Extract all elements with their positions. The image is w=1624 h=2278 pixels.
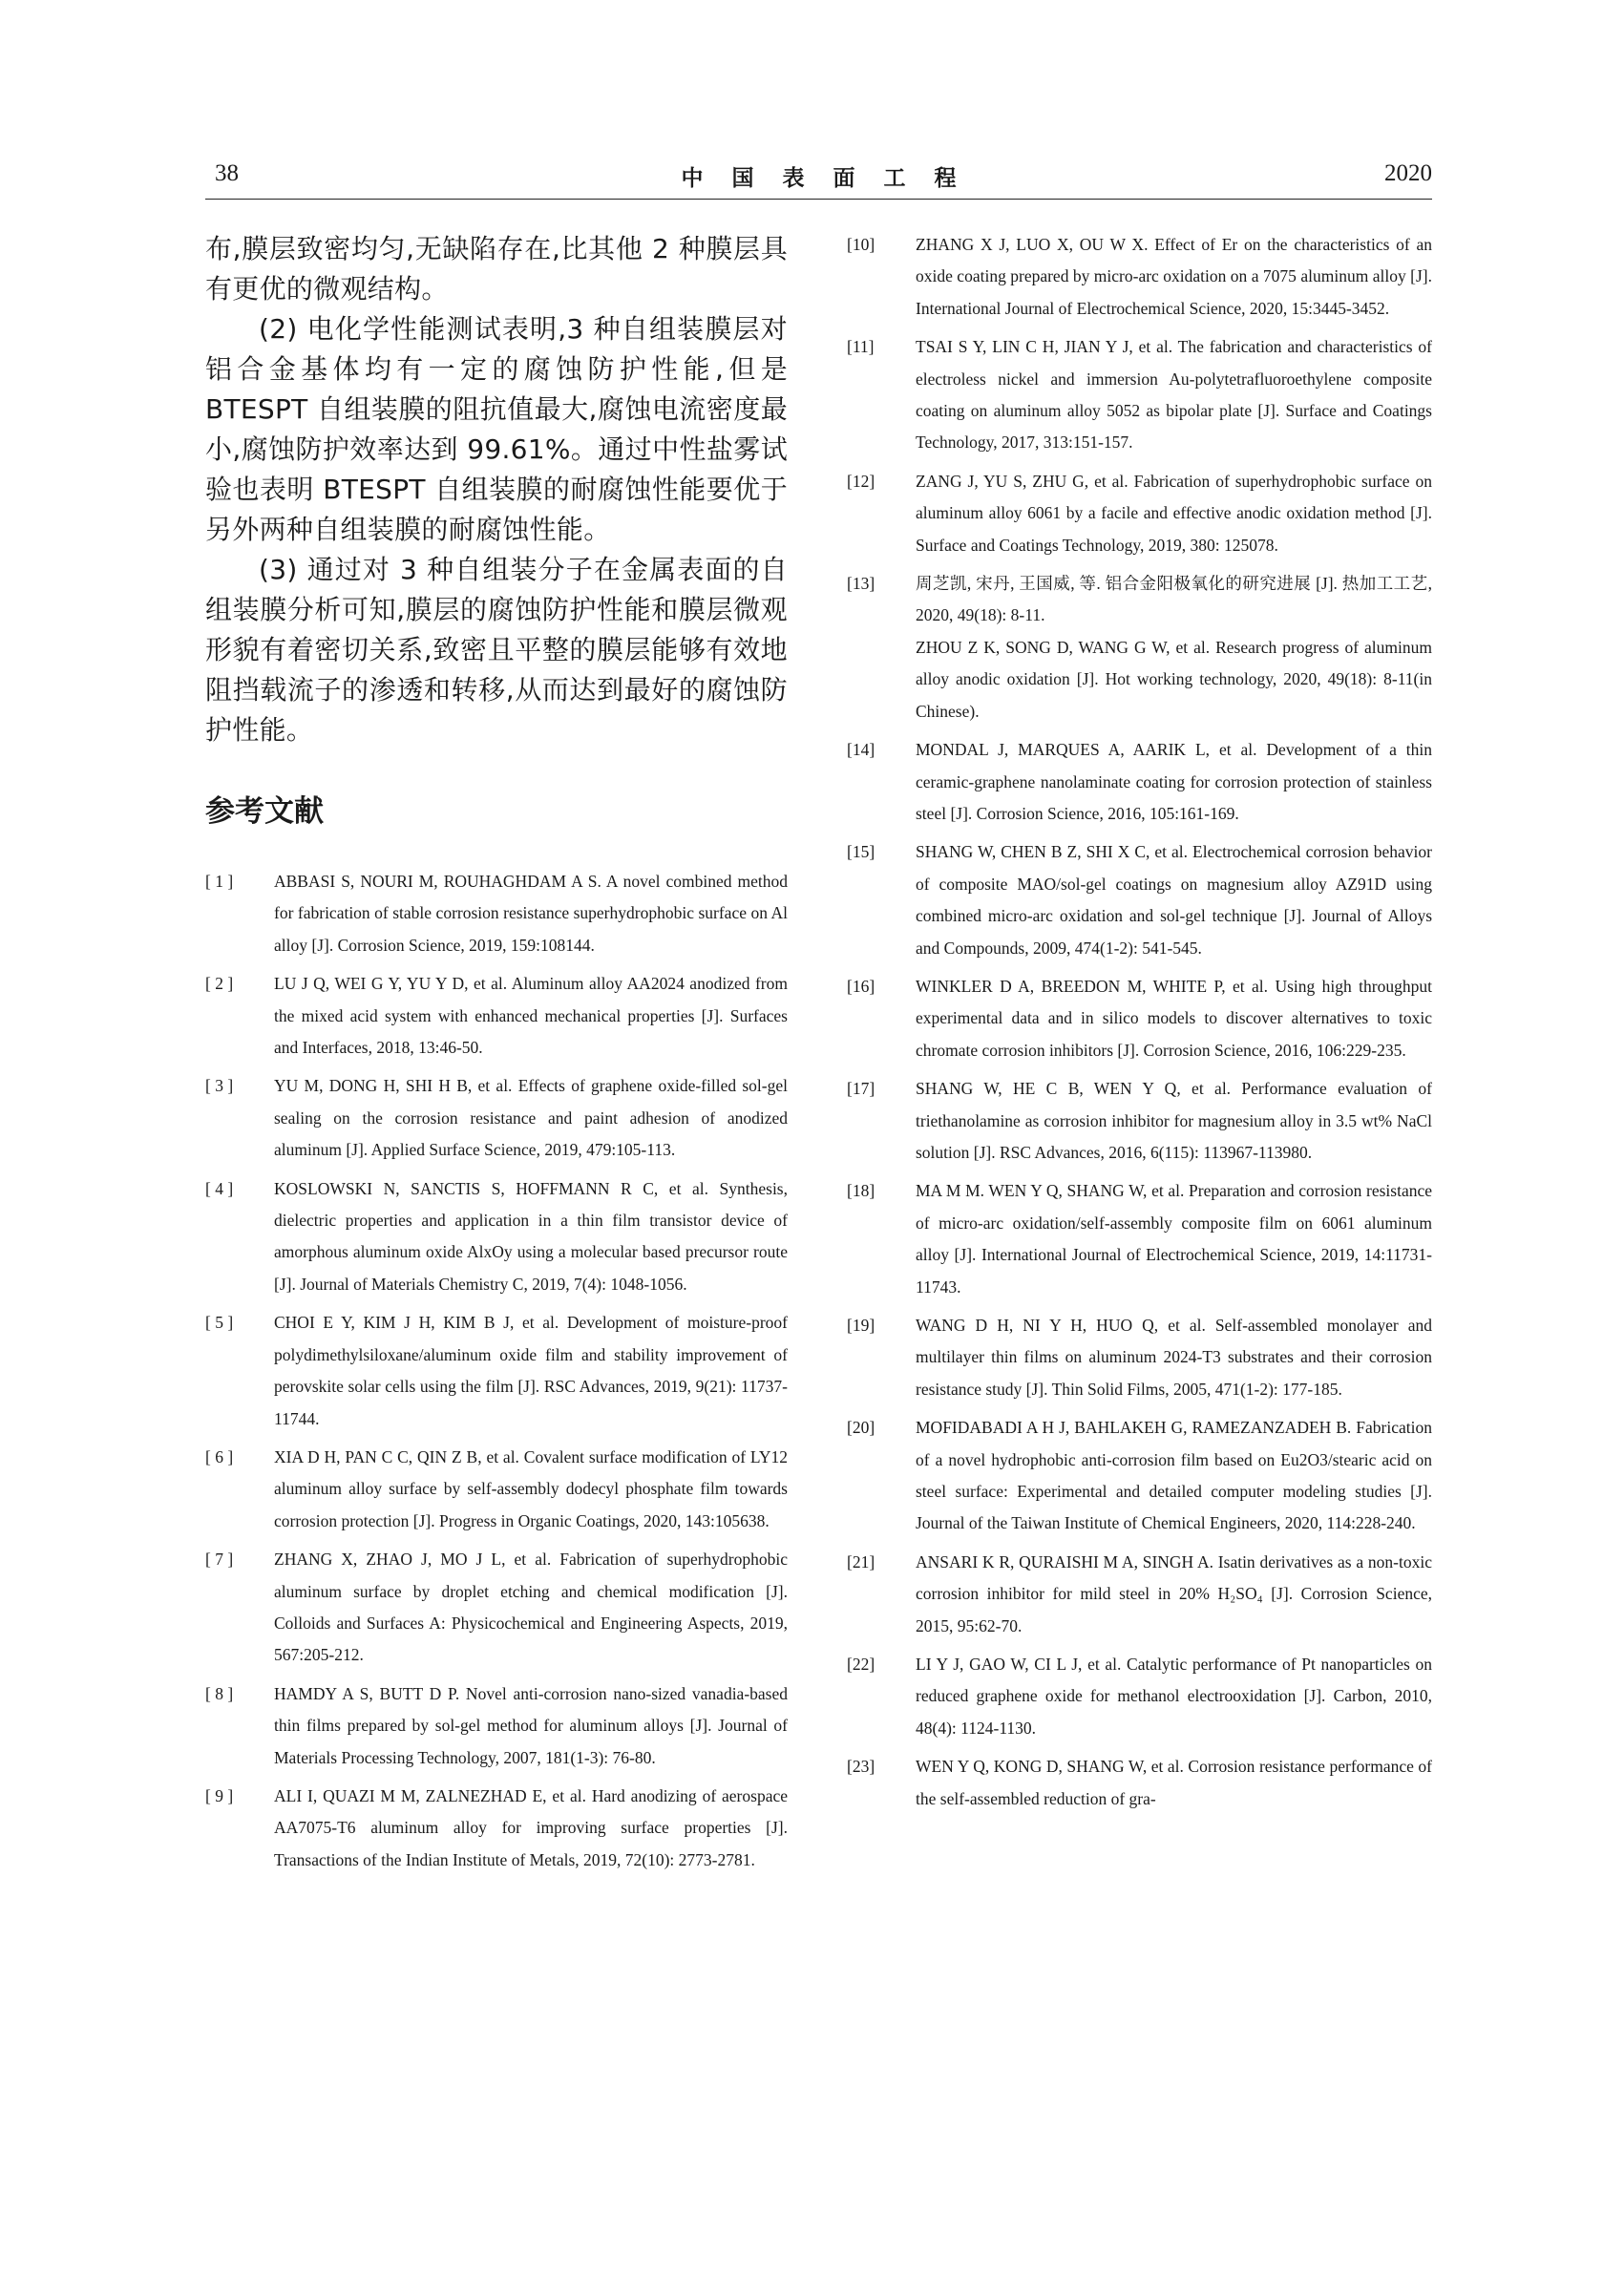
reference-entry [847,836,1432,964]
right-column [847,229,1432,1822]
reference-entry [847,971,1432,1066]
reference-text: YU M, DONG H, SHI H B, et al. Effects of graphene oxide-filled sol-gel sealing on the corrosion resistance and paint adhesion of anodized aluminum [J]. Applied Surface Science, 2019, 479:105-113. [274,1076,788,1160]
reference-entry [847,1649,1432,1744]
reference-number: [ 2 ] [205,974,234,994]
reference-entry [847,1310,1432,1405]
reference-number: [ 6 ] [205,1446,234,1466]
reference-entry [205,1307,788,1435]
reference-number: [22] [847,1655,875,1675]
reference-entry [205,1173,788,1301]
reference-number: [19] [847,1316,875,1335]
reference-number: [14] [847,740,875,760]
reference-text: MOFIDABADI A H J, BAHLAKEH G, RAMEZANZADEH B. Fabrication of a novel hydrophobic anti-corrosion film based on Eu2O3/stearic acid on steel surface: Experimental and detailed computer modeling studies [J]. Journal of the Taiwan Institute of Chemical Engineers, 2020, 114:228-240. [916,1418,1432,1533]
reference-number: [15] [847,842,875,862]
reference-text: SHANG W, CHEN B Z, SHI X C, et al. Electrochemical corrosion behavior of composite MAO/sol-gel coatings on magnesium alloy AZ91D using combined micro-arc oxidation and sol-gel technique [J]. Journal of Alloys and Compounds, 2009, 474(1-2): 541-545. [916,842,1432,958]
reference-text: ZHANG X J, LUO X, OU W X. Effect of Er on the characteristics of an oxide coating prepared by micro-arc oxidation on a 7075 aluminum alloy [J]. International Journal of Electrochemical Science, 2020, 15:3445-3452. [916,235,1432,318]
references-heading: 参考文献 [205,794,324,829]
reference-entry [205,1781,788,1876]
reference-text: ANSARI K R, QURAISHI M A, SINGH A. Isatin derivatives as a non-toxic corrosion inhibitor for mild steel in 20% H₂SO₄ [J]. Corrosion Science, 2015, 95:62-70. [916,1551,1432,1635]
reference-entry [847,734,1432,830]
reference-text: CHOI E Y, KIM J H, KIM B J, et al. Development of moisture-proof polydimethylsiloxane/aluminum oxide film and stability improvement of perovskite solar cells using the film [J]. RSC Advances, 2019, 9(21): 11737-11744. [274,1313,788,1428]
reference-text: WANG D H, NI Y H, HUO Q, et al. Self-assembled monolayer and multilayer thin films on aluminum 2024-T3 substrates and their corrosion resistance study [J]. Thin Solid Films, 2005, 471(1-2): 177-185. [916,1316,1432,1399]
reference-number: [16] [847,976,875,996]
reference-text: LU J Q, WEI G Y, YU Y D, et al. Aluminum alloy AA2024 anodized from the mixed acid system with enhanced mechanical properties [J]. Surfaces and Interfaces, 2018, 13:46-50. [274,974,788,1058]
reference-entry [847,1175,1432,1303]
reference-number: [10] [847,235,875,254]
header-rule [205,199,1432,200]
reference-text: ZHANG X, ZHAO J, MO J L, et al. Fabrication of superhydrophobic aluminum surface by droplet etching and chemical modification [J]. Colloids and Surfaces A: Physicochemical and Engineering Aspects, 2019, 567:205-212. [274,1550,788,1665]
reference-entry [847,568,1432,728]
reference-text: ZANG J, YU S, ZHU G, et al. Fabrication of superhydrophobic surface on aluminum alloy 6061 by a facile and effective anodic oxidation method [J]. Surface and Coatings Technology, 2019, 380: 125078. [916,471,1432,555]
reference-translation: ZHOU Z K, SONG D, WANG G W, et al. Research progress of aluminum alloy anodic oxidation [J]. Hot working technology, 2020, 49(18): 8-11(in Chinese). [916,637,1432,721]
reference-number: [13] [847,574,875,594]
reference-number: [12] [847,471,875,491]
reference-entry [847,1547,1432,1642]
reference-entry [847,1412,1432,1540]
reference-number: [ 8 ] [205,1683,234,1703]
reference-entry [205,1070,788,1166]
reference-entry [847,1751,1432,1815]
reference-text: TSAI S Y, LIN C H, JIAN Y J, et al. The fabrication and characteristics of electroless nickel and immersion Au-polytetrafluoroethylene composite coating on aluminum alloy 5052 as bipolar plate [J]. Surface and Coatings Technology, 2017, 313:151-157. [916,337,1432,453]
reference-number: [ 9 ] [205,1785,234,1805]
reference-entry [205,968,788,1064]
reference-number: [17] [847,1079,875,1099]
reference-text: 周芝凯, 宋丹, 王国威, 等. 铝合金阳极氧化的研究进展 [J]. 热加工工艺, 2020, 49(18): 8-11. [916,574,1432,625]
reference-number: [11] [847,337,875,357]
reference-entry [847,229,1432,325]
page-number: 38 [215,160,239,186]
conclusion-paragraph: (3) 通过对 3 种自组装分子在金属表面的自组装膜分析可知,膜层的腐蚀防护性能和膜层微观形貌有着密切关系,致密且平整的膜层能够有效地阻挡载流子的渗透和转移,从而达到最好的腐蚀防护性能。 [205,554,788,746]
reference-number: [18] [847,1181,875,1201]
conclusion-paragraph: 布,膜层致密均匀,无缺陷存在,比其他 2 种膜层具有更优的微观结构。 [205,233,788,305]
reference-text: LI Y J, GAO W, CI L J, et al. Catalytic performance of Pt nanoparticles on reduced graphene oxide for methanol electrooxidation [J]. Carbon, 2010, 48(4): 1124-1130. [916,1655,1432,1738]
reference-text: SHANG W, HE C B, WEN Y Q, et al. Performance evaluation of triethanolamine as corrosion inhibitor for magnesium alloy in 3.5 wt% NaCl solution [J]. RSC Advances, 2016, 6(115): 113967-113980. [916,1079,1432,1162]
reference-text: MA M M. WEN Y Q, SHANG W, et al. Preparation and corrosion resistance of micro-arc oxidation/self-assembly composite film on 6061 aluminum alloy [J]. International Journal of Electrochemical Science, 2019, 14:11731-11743. [916,1181,1432,1297]
reference-text: WINKLER D A, BREEDON M, WHITE P, et al. Using high throughput experimental data and in silico models to discover alternatives to toxic chromate corrosion inhibitors [J]. Corrosion Science, 2016, 106:229-235. [916,976,1432,1060]
reference-text: MONDAL J, MARQUES A, AARIK L, et al. Development of a thin ceramic-graphene nanolaminate coating for corrosion protection of stainless steel [J]. Corrosion Science, 2016, 105:161-169. [916,740,1432,823]
reference-number: [21] [847,1551,875,1571]
running-header [205,160,1432,202]
header-year: 2020 [1384,160,1432,186]
reference-text: ALI I, QUAZI M M, ZALNEZHAD E, et al. Hard anodizing of aerospace AA7075-T6 aluminum alloy for improving surface properties [J]. Transactions of the Indian Institute of Metals, 2019, 72(10): 2773-2781. [274,1785,788,1869]
left-column [205,229,788,1883]
reference-number: [23] [847,1757,875,1777]
reference-list-left [205,866,788,1876]
reference-text: WEN Y Q, KONG D, SHANG W, et al. Corrosion resistance performance of the self-assembled reduction of gra- [916,1757,1432,1808]
reference-entry [205,866,788,961]
reference-number: [ 1 ] [205,872,234,891]
reference-entry [205,1678,788,1774]
reference-entry [847,1073,1432,1169]
reference-text: XIA D H, PAN C C, QIN Z B, et al. Covalent surface modification of LY12 aluminum alloy surface by self-assembly dodecyl phosphate film towards corrosion protection [J]. Progress in Organic Coatings, 2020, 143:105638. [274,1446,788,1530]
reference-entry [205,1544,788,1672]
reference-entry [847,466,1432,561]
reference-number: [ 4 ] [205,1178,234,1198]
conclusion-paragraph: (2) 电化学性能测试表明,3 种自组装膜层对铝合金基体均有一定的腐蚀防护性能,但是 BTESPT 自组装膜的阻抗值最大,腐蚀电流密度最小,腐蚀防护效率达到 99.61%。通过中性盐雾试验也表明 BTESPT 自组装膜的耐腐蚀性能要优于另外两种自组装膜的耐腐蚀性能。 [205,313,788,545]
reference-number: [ 5 ] [205,1313,234,1333]
reference-text: ABBASI S, NOURI M, ROUHAGHDAM A S. A novel combined method for fabrication of stable corrosion resistance superhydrophobic surface on Al alloy [J]. Corrosion Science, 2019, 159:108144. [274,872,788,955]
reference-text: HAMDY A S, BUTT D P. Novel anti-corrosion nano-sized vanadia-based thin films prepared by sol-gel method for aluminum alloys [J]. Journal of Materials Processing Technology, 2007, 181(1-3): 76-80. [274,1683,788,1767]
reference-entry [205,1442,788,1537]
reference-list-right [847,229,1432,1815]
reference-number: [ 7 ] [205,1550,234,1570]
reference-number: [ 3 ] [205,1076,234,1096]
reference-text: KOSLOWSKI N, SANCTIS S, HOFFMANN R C, et al. Synthesis, dielectric properties and application in a thin film transistor device of amorphous aluminum oxide AlxOy using a molecular based precursor route [J]. Journal of Materials Chemistry C, 2019, 7(4): 1048-1056. [274,1178,788,1294]
journal-title: 中国表面工程 [681,166,985,191]
reference-number: [20] [847,1418,875,1438]
reference-entry [847,331,1432,459]
